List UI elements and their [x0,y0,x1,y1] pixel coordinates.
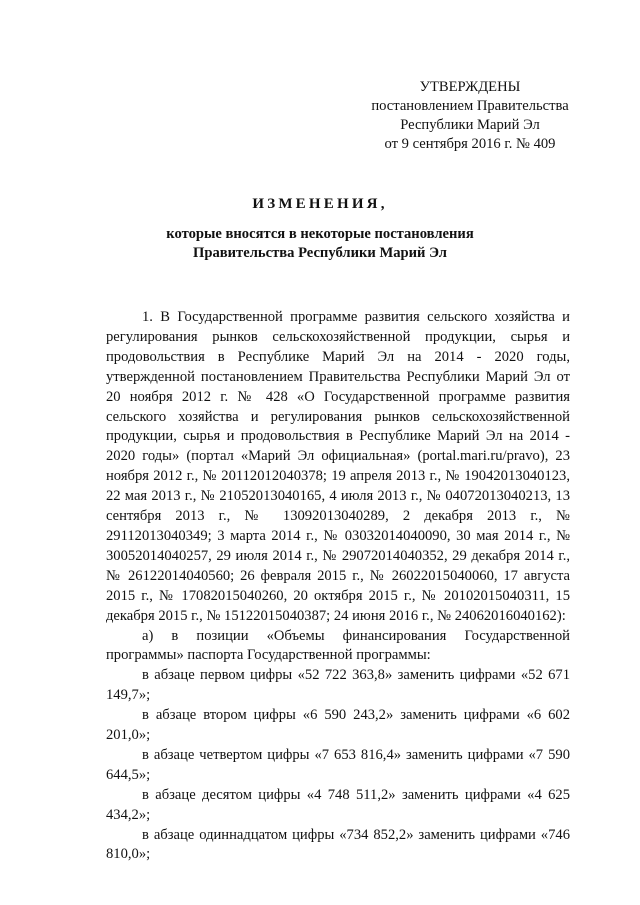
approval-line-1: постановлением Правительства [371,98,569,114]
paragraph: в абзаце первом цифры «52 722 363,8» заменить цифрами «52 671 149,7»; [106,667,570,704]
paragraph: в абзаце одиннадцатом цифры «734 852,2» заменить цифрами «746 810,0»; [106,826,570,863]
approval-heading: УТВЕРЖДЕНЫ [419,79,521,95]
approval-block [360,78,580,154]
paragraph: в абзаце десятом цифры «4 748 511,2» заменить цифрами «4 625 434,2»; [106,786,570,823]
document-body [106,308,570,865]
subtitle-line-2: Правительства Республики Марий Эл [193,245,447,261]
document-title: ИЗМЕНЕНИЯ, [252,196,388,212]
approval-line-3: от 9 сентября 2016 г. № 409 [384,136,556,152]
subtitle-line-1: которые вносятся в некоторые постановления [166,226,474,242]
document-subtitle [0,225,640,263]
paragraph: 1. В Государственной программе развития сельского хозяйства и регулирования рынков сельскохозяйственной продукции, сырья и продовольствия в Республике Марий Эл на 2014 - 2020 годы, утвержденной постановлением Правительства Республики Марий Эл от 20 ноября 2012 г. № 428 «О Государственной программе развития сельского хозяйства и регулирования рынков сельскохозяйственной продукции, сырья и продовольствия в Республике Марий Эл на 2014 - 2020 годы» (портал «Марий Эл официальная» (portal.mari.ru/pravo), 23 ноября 2012 г., № 20112012040378; 19 апреля 2013 г., № 19042013040123, 22 мая 2013 г., № 21052013040165, 4 июля 2013 г., № 04072013040213, 13 сентября 2013 г., № 13092013040289, 2 декабря 2013 г., № 29112013040349; 3 марта 2014 г., № 03032014040090, 30 мая 2014 г., № 30052014040257, 29 июля 2014 г., № 29072014040352, 29 декабря 2014 г., № 26122014040560; 26 февраля 2015 г., № 26022015040060, 17 августа 2015 г., № 17082015040260, 20 октября 2015 г., № 20102015040311, 15 декабря 2015 г., № 15122015040387; 24 июня 2016 г., № 24062016040162): [106,309,570,624]
paragraph: а) в позиции «Объемы финансирования Государственной программы» паспорта Государственной программы: [106,627,570,664]
approval-line-2: Республики Марий Эл [400,117,540,133]
paragraph: в абзаце втором цифры «6 590 243,2» заменить цифрами «6 602 201,0»; [106,707,570,744]
paragraph: в абзаце четвертом цифры «7 653 816,4» заменить цифрами «7 590 644,5»; [106,746,570,783]
